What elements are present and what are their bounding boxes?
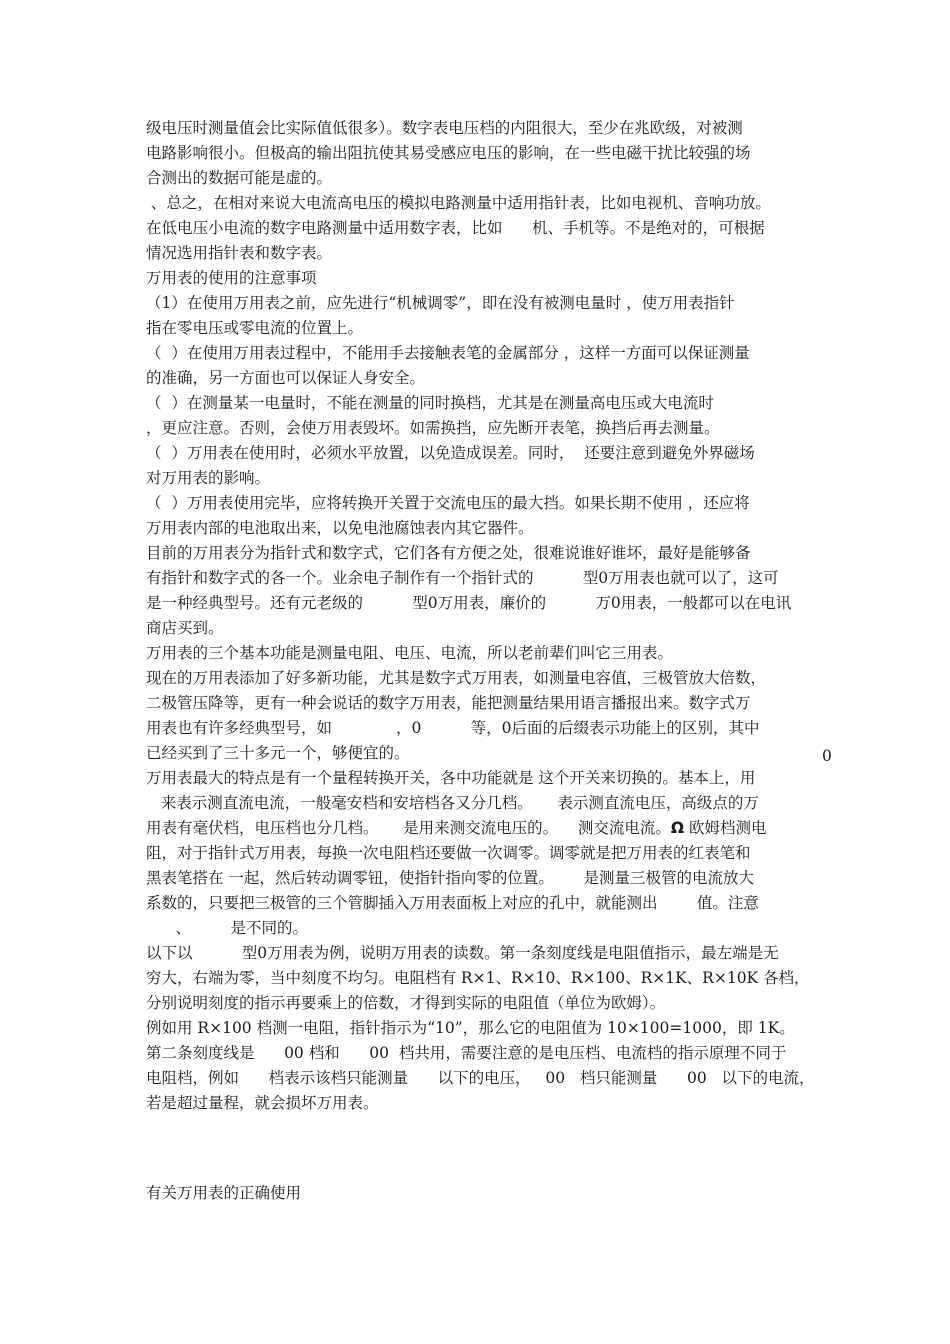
text-line: 已经买到了三十多元一个，够便宜的。 [146,744,410,762]
text-line: 指在零电压或零电流的位置上。 [146,319,364,337]
text-line: ，更应注意。否则，会使万用表毁坏。如需换挡，应先断开表笔，换挡后再去测量。 [146,419,720,437]
text-line: 目前的万用表分为指针式和数字式，它们各有方便之处，很难说谁好谁坏，最好是能够备 [146,544,751,562]
text-line: 是一种经典型号。还有元老级的 型0万用表，廉价的 万0用表，一般都可以在电讯 [146,594,792,612]
text-line: （ ）万用表在使用时，必须水平放置，以免造成误差。同时， 还要注意到避免外界磁场 [146,444,755,462]
text-line: 现在的万用表添加了好多新功能，尤其是数字式万用表，如测量电容值，三极管放大倍数， [146,669,767,687]
text-line: 的准确，另一方面也可以保证人身安全。 [146,369,426,387]
stray-zero: 0 [822,747,832,765]
text-line: （1）在使用万用表之前，应先进行“机械调零”，即在没有被测电量时 ，使万用表指针 [146,294,735,312]
text-line: 有指针和数字式的各一个。业余电子制作有一个指针式的 型0万用表也就可以了，这可 [146,569,779,587]
ohm-symbol: Ω [670,819,685,837]
text-line: 万用表内部的电池取出来，以免电池腐蚀表内其它器件。 [146,519,534,537]
text-line: 电路影响很小。但极高的输出阻抗使其易受感应电压的影响，在一些电磁干扰比较强的场 [146,144,751,162]
text-segment: 用表有毫伏档，电压档也分几档。 是用来测交流电压的。 测交流电流。 [146,819,671,837]
section-heading: 万用表的使用的注意事项 [146,269,317,287]
text-line: 、总之，在相对来说大电流高电压的模拟电路测量中适用指针表，比如电视机、音响功放。 [146,194,771,212]
text-line: 、 是不同的。 [146,919,308,937]
text-line: 万用表最大的特点是有一个量程转换开关，各中功能就是 这个开关来切换的。基本上，用 [146,769,756,787]
text-line: 合测出的数据可能是虚的。 [146,169,333,187]
text-line: （ ）在测量某一电量时，不能在测量的同时换档，尤其是在测量高电压或大电流时 [146,394,714,412]
text-line: 若是超过量程，就会损坏万用表。 [146,1094,379,1112]
text-line: 在低电压小电流的数字电路测量中适用数字表，比如 机、手机等。不是绝对的，可根据 [146,219,765,237]
text-line: （ ）在使用万用表过程中，不能用手去接触表笔的金属部分 ，这样一方面可以保证测量 [146,344,750,362]
section-heading: 有关万用表的正确使用 [146,1184,302,1202]
text-line: 情况选用指针表和数字表。 [146,244,333,262]
text-line: 电阻档，例如 档表示该档只能测量 以下的电压， 00 档只能测量 00 以下的电流， [146,1069,815,1087]
text-line: 系数的，只要把三极管的三个管脚插入万用表面板上对应的孔中，就能测出 值。注意 [146,894,759,912]
text-line [146,818,766,838]
text-line: 来表示测直流电流，一般毫安档和安培档各又分几档。 表示测直流电压，高级点的万 [146,794,759,812]
text-line: 穷大，右端为零，当中刻度不均匀。电阻档有 R×1、R×10、R×100、R×1K、R×10K 各档， [146,969,810,987]
text-line: 商店买到。 [146,619,224,637]
text-line: 用表也有许多经典型号，如 ，0 等，0后面的后缀表示功能上的区别，其中 [146,719,760,737]
text-line: 例如用 R×100 档测一电阻，指针指示为“10”，那么它的电阻值为 10×100=1000，即 1K。 [146,1019,795,1037]
text-line: 分别说明刻度的指示再要乘上的倍数，才得到实际的电阻值（单位为欧姆）。 [146,994,666,1012]
text-line: 以下以 型0万用表为例，说明万用表的读数。第一条刻度线是电阻值指示，最左端是无 [146,944,779,962]
text-line: 万用表的三个基本功能是测量电阻、电压、电流，所以老前辈们叫它三用表。 [146,644,674,662]
text-line: 阻，对于指针式万用表，每换一次电阻档还要做一次调零。调零就是把万用表的红表笔和 [146,844,751,862]
text-line: 黑表笔搭在 一起，然后转动调零钮，使指针指向零的位置。 是测量三极管的电流放大 [146,869,754,887]
text-segment: 欧姆档测电 [684,819,767,837]
text-line: 二极管压降等，更有一种会说话的数字万用表，能把测量结果用语言播报出来。数字式万 [146,694,751,712]
text-line: 对万用表的影响。 [146,469,271,487]
text-line: 第二条刻度线是 00 档和 00 档共用，需要注意的是电压档、电流档的指示原理不同于 [146,1044,787,1062]
text-line: （ ）万用表使用完毕，应将转换开关置于交流电压的最大挡。如果长期不使用 ，还应将 [146,494,750,512]
text-line: 级电压时测量值会比实际值低很多）。数字表电压档的内阻很大，至少在兆欧级，对被测 [146,119,743,137]
